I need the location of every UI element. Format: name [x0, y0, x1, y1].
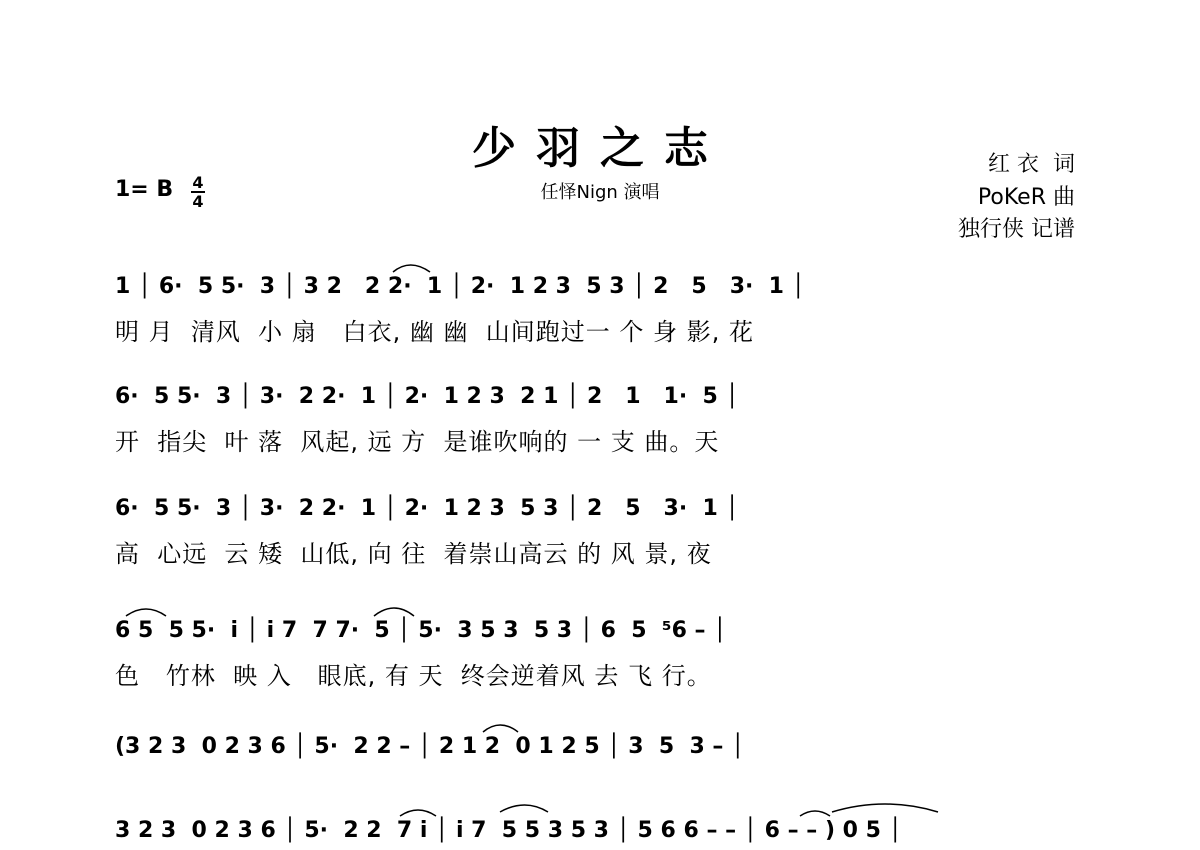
lyric-row-4: 色 竹林 映 入 眼底, 有 天 终会逆着风 去 飞 行。 — [115, 662, 712, 690]
lyric-row-3: 高 心远 云 矮 山低, 向 往 着崇山高云 的 风 景, 夜 — [115, 540, 712, 568]
notation-row-1: 1 │ 6· 5 5· 3 │ 3 2 2 2· 1 │ 2· 1 2 3 5 3 │ 2 5 3· 1 │ — [115, 274, 805, 299]
notation-row-6: 3 2 3 0 2 3 6 │ 5· 2 2 7 i │ i 7 5 5 3 5 3 │ 5 6 6 – – │ 6 – – ) 0 5 │ — [115, 818, 902, 843]
song-title: 少羽之志 — [472, 123, 728, 174]
transcriber-credit: 独行侠 记谱 — [958, 217, 1075, 242]
time-numerator: 4 — [192, 173, 204, 192]
time-denominator: 4 — [192, 192, 204, 211]
notation-row-4: 6 5 5 5· i │ i 7 7 7· 5 │ 5· 3 5 3 5 3 │ 6 5 ⁵6 – │ — [115, 618, 727, 643]
lyric-row-1: 明 月 清风 小 扇 白衣, 幽 幽 山间跑过一 个 身 影, 花 — [115, 318, 754, 346]
composer-credit: PoKeR 曲 — [977, 185, 1075, 210]
notation-row-5: (3 2 3 0 2 3 6 │ 5· 2 2 – │ 2 1 2 0 1 2 5 │ 3 5 3 – │ — [115, 734, 745, 759]
notation-row-2: 6· 5 5· 3 │ 3· 2 2· 1 │ 2· 1 2 3 2 1 │ 2 1 1· 5 │ — [115, 384, 739, 409]
lyricist-credit: 红 衣 词 — [988, 152, 1075, 177]
notation-row-3: 6· 5 5· 3 │ 3· 2 2· 1 │ 2· 1 2 3 5 3 │ 2 5 3· 1 │ — [115, 496, 739, 521]
key-signature: 1= B — [115, 177, 174, 202]
lyric-row-2: 开 指尖 叶 落 风起, 远 方 是谁吹响的 一 支 曲。天 — [115, 428, 720, 456]
performer-credit: 任怿Nign 演唱 — [540, 182, 660, 203]
